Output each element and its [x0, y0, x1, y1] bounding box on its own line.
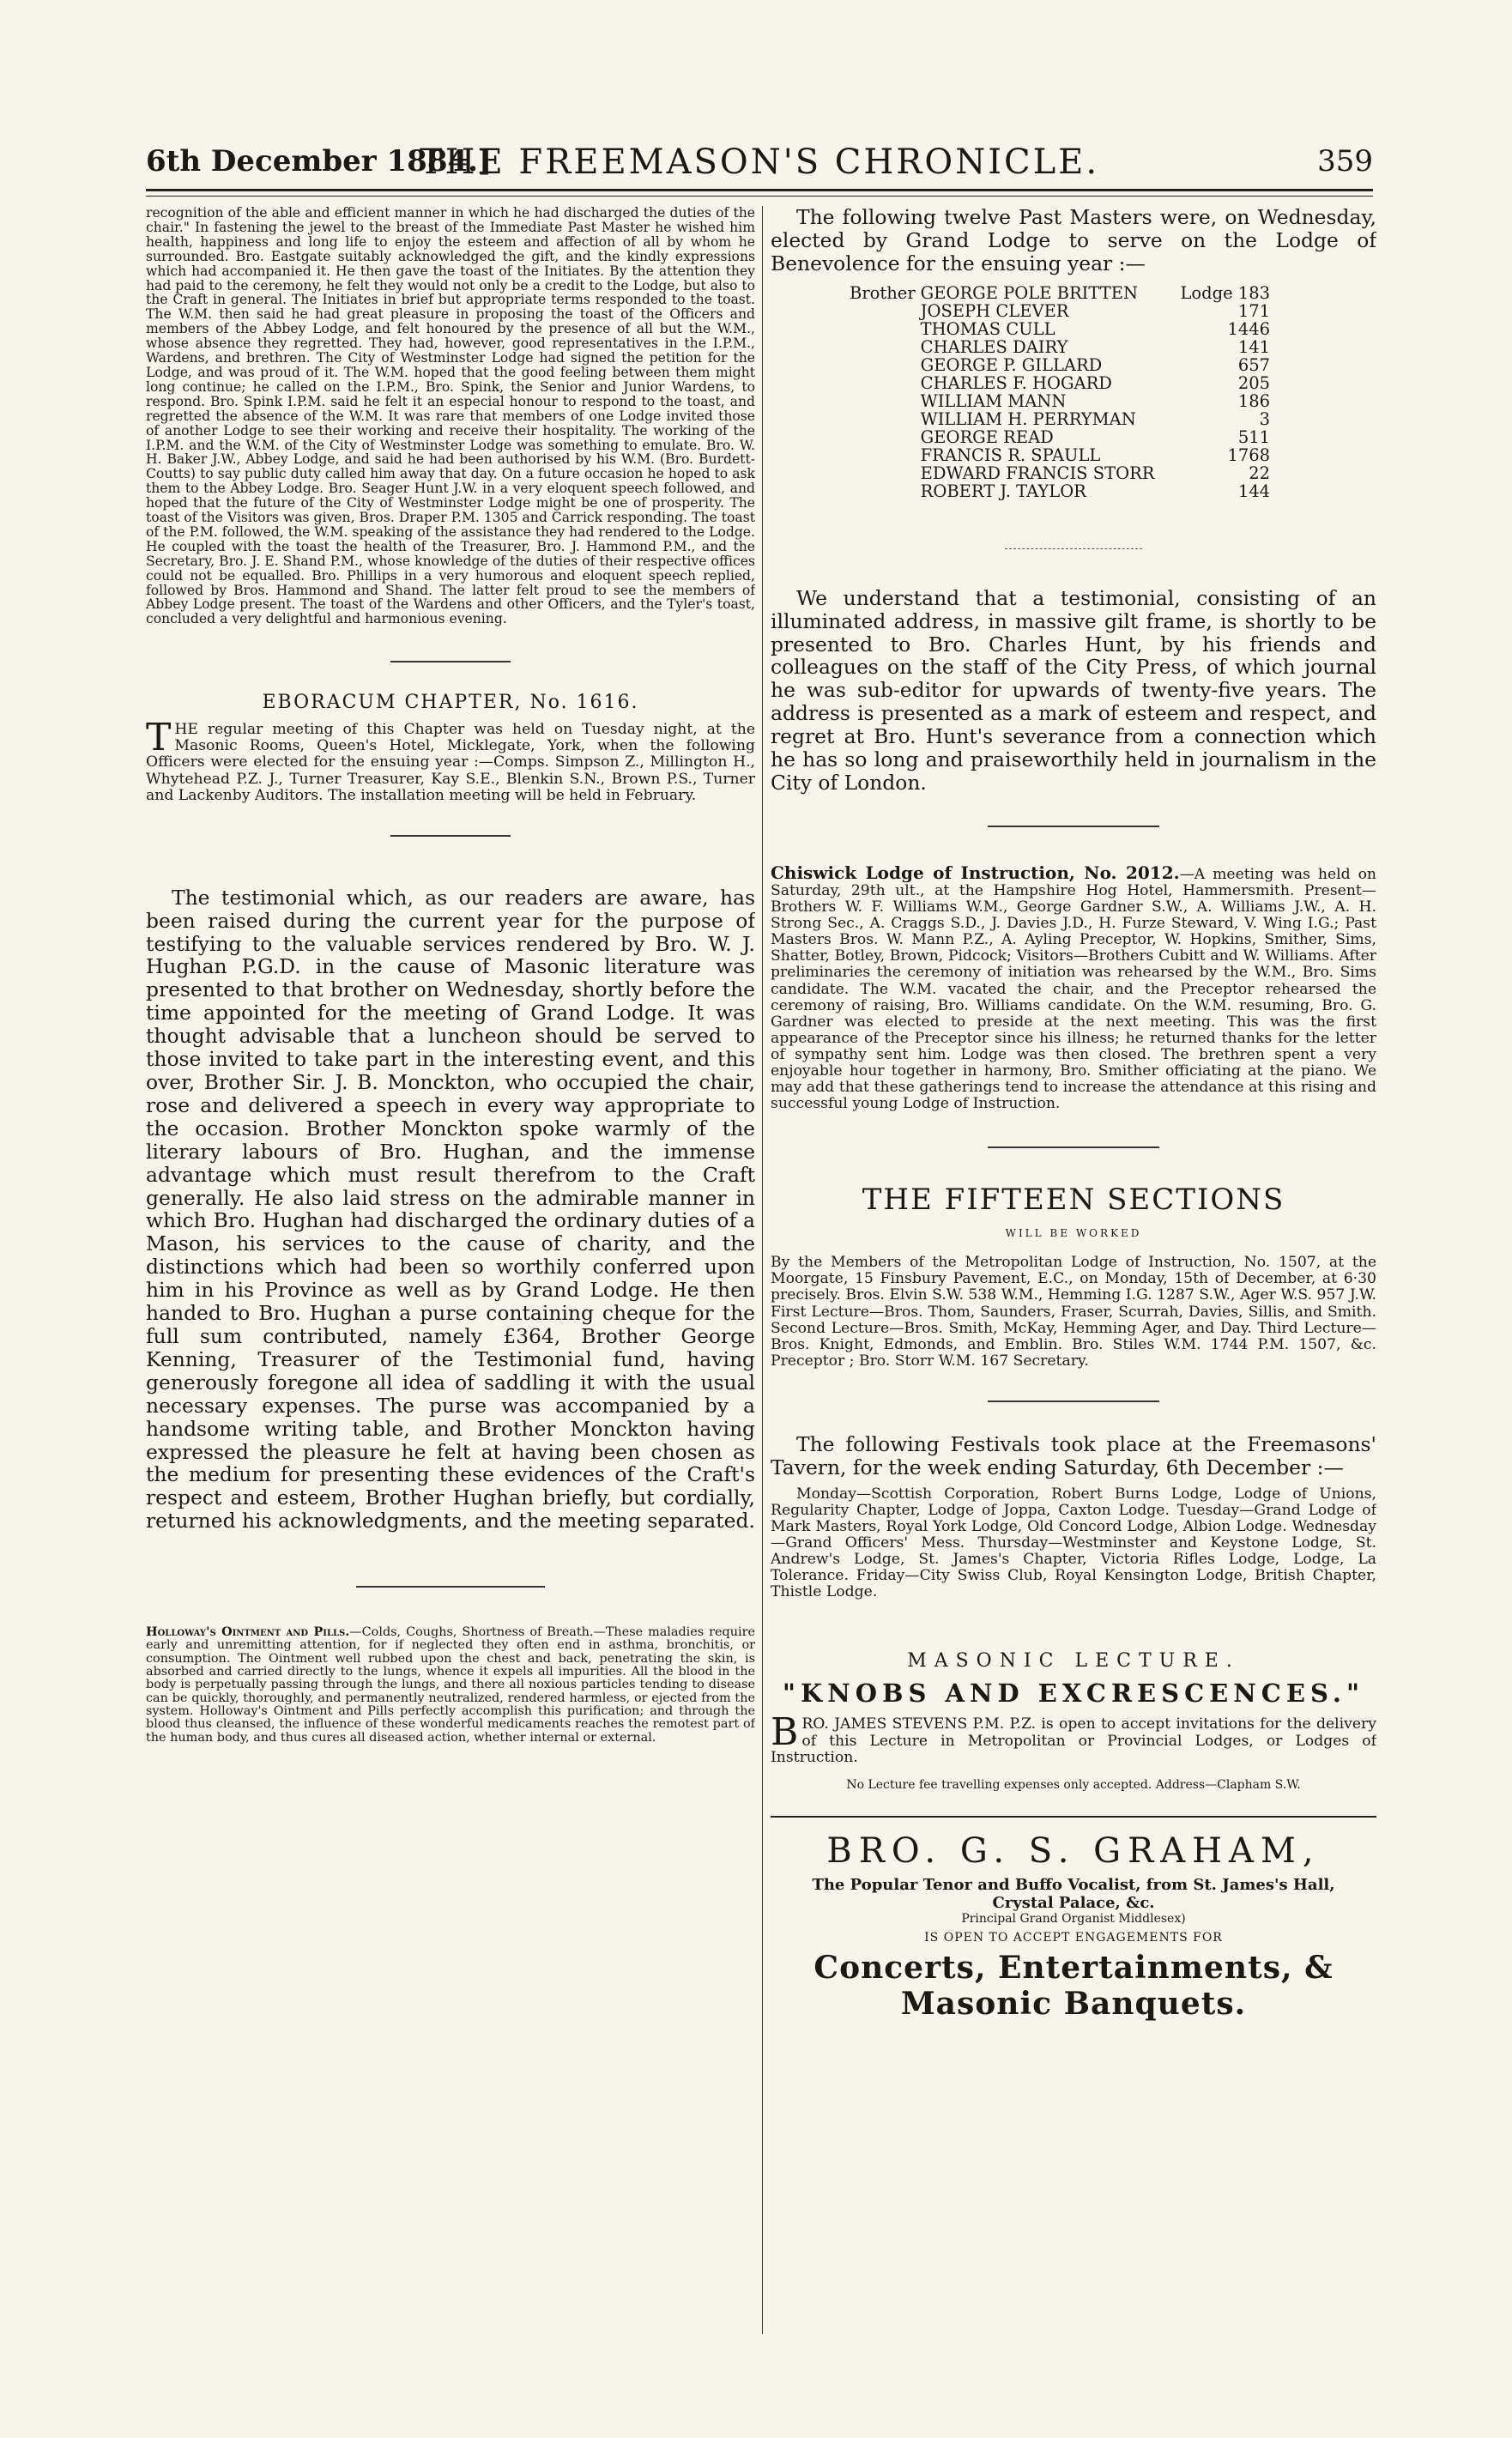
fifteen-sections-heading: THE FIFTEEN SECTIONS	[862, 1183, 1285, 1218]
graham-line-3: Principal Grand Organist Middlesex)	[961, 1911, 1186, 1926]
eboracum-dropcap: T	[146, 716, 172, 760]
testimonial-text: The testimonial which, as our readers are aware, has been raised during the current year for the purpose of testifying to the valuable services rendered by Bro. W. J. Hughan P.G.D. in the cause of Masonic literature was presented to that brother on Wednesday, shortly before the time appointed for the meeting of Grand Lodge. It was thought advisable that a luncheon should be served to those invited to take part in the interesting event, and this over, Brother Sir. J. B. Monckton, who occupied the chair, rose and delivered a speech in every way appropriate to the occasion. Brother Monckton spoke warmly of the literary labours of Bro. Hughan, and the immense advantage which must result therefrom to the Craft generally. He also laid stress on the admirable manner in which Bro. Hughan had discharged the ordinary duties of a Mason, his services to the cause of charity, and the distinctions which had been so worthily conferred upon him in his Province as well as by Grand Lodge. He then handed to Bro. Hughan a purse containing cheque for the full sum contributed, namely £364, Brother George Kenning, Treasurer of the Testimonial fund, having generously foregone all idea of saddling it with the usual necessary expenses. The purse was accompanied by a handsome writing table, and Brother Monckton having expressed the pleasure he felt at having been chosen as the medium for presenting these evidences of the Craft's respect and esteem, Brother Hughan briefly, but cordially, returned his acknowledgments, and the meeting separated.	[146, 885, 755, 1534]
roster-lodge: 3	[1259, 408, 1271, 429]
chiswick-report: Chiswick Lodge of Instruction, No. 2012.—A meeting was held on Saturday, 29th ult., at the Hampshire Hog Hotel, Hammersmith. Present—Brothers W. F. Williams W.M., George Gardner S.W., A. Williams J.W., A. H. Strong Sec., A. Craggs S.D., J. Davies J.D., H. Furze Steward, V. Wing I.G.; Past Masters Bros. W. Mann P.Z., A. Ayling Preceptor, W. Hopkins, Smither, Sims, Shatter, Botley, Brown, Pidcock; Visitors—Brothers Cubitt and W. Williams. After preliminaries the ceremony of initiation was rehearsed by the W.M., Bro. Sims candidate. The W.M. vacated the chair, and the Preceptor rehearsed the ceremony of raising, Bro. Williams candidate. On the W.M. resuming, Bro. G. Gardner was elected to preside at the next meeting. This was the first appearance of the Preceptor since his illness; he returned thanks for the letter of sympathy sent him. Lodge was then closed. The brethren spent a very enjoyable hour together in harmony, Bro. Smither officiating at the piano. We may add that these gatherings tend to increase the attendance at this rising and successful young Lodge of Instruction.	[771, 862, 1376, 1113]
roster-row	[850, 302, 1275, 320]
graham-name: BRO. G. S. GRAHAM,	[826, 1830, 1321, 1871]
festivals-list: Monday—Scottish Corporation, Robert Burns Lodge, Lodge of Unions, Regularity Chapter, Lodge of Joppa, Caxton Lodge. Tuesday—Grand Lodge of Mark Masters, Royal York Lodge, Old Concord Lodge, Albion Lodge. Wednesday—Grand Officers' Mess. Thursday—Westminster and Keystone Lodge, St. Andrew's Lodge, St. James's Chapter, Victoria Rifles Lodge, Lodge, La Tolerance. Friday—City Swiss Club, Royal Kensington Lodge, British Chapter, Thistle Lodge.	[771, 1485, 1376, 1601]
past-masters-intro: The following twelve Past Masters were, on Wednesday, elected by Grand Lodge to serve on the Lodge of Benevolence for the ensuing year :—	[771, 206, 1376, 275]
roster-row	[850, 374, 1275, 392]
separator-rule	[356, 1586, 545, 1588]
roster-lodge: 1446	[1227, 318, 1271, 339]
roster-name: CHARLES DAIRY	[920, 336, 1068, 357]
roster-name: CHARLES F. HOGARD	[920, 372, 1112, 393]
roster-prefix: Brother	[850, 282, 916, 303]
masthead-title: THE FREEMASON'S CHRONICLE.	[419, 142, 1100, 182]
roster-row	[850, 392, 1275, 410]
roster-prefix	[850, 464, 921, 482]
roster-prefix	[850, 392, 921, 410]
roster-prefix	[850, 446, 921, 464]
fifteen-sections-subheading: WILL BE WORKED	[1005, 1227, 1142, 1240]
roster-prefix	[850, 320, 921, 338]
roster-prefix	[850, 428, 921, 446]
lecture-details: BRO. JAMES STEVENS P.M. P.Z. is open to accept invitations for the delivery of this Lecture in Metropolitan or Provincial Lodges, or Lodges of Instruction.	[771, 1710, 1376, 1766]
left-column	[146, 206, 755, 2334]
issue-date: 6th December 1884.]	[146, 144, 493, 178]
separator-rule	[390, 835, 511, 837]
roster-prefix	[850, 410, 921, 428]
page-number: 359	[1317, 144, 1373, 178]
header-rule	[146, 196, 1373, 197]
roster-lodge: 657	[1237, 354, 1271, 375]
roster-lodge: 144	[1237, 481, 1271, 501]
separator-rule	[988, 1400, 1159, 1402]
lecture-dropcap: B	[771, 1710, 799, 1755]
separator-rule	[988, 826, 1159, 827]
separator-rule	[1005, 548, 1142, 549]
roster-name: GEORGE P. GILLARD	[920, 354, 1103, 375]
eboracum-heading: EBORACUM CHAPTER, No. 1616.	[262, 692, 639, 714]
roster-row	[850, 482, 1275, 500]
roster-prefix	[850, 338, 921, 356]
festivals-intro: The following Festivals took place at the Freemasons' Tavern, for the week ending Saturday, 6th December :—	[771, 1431, 1376, 1479]
roster-lodge: 171	[1237, 300, 1271, 321]
roster-lodge: 141	[1237, 336, 1271, 357]
right-column	[771, 206, 1376, 2334]
roster-row	[850, 446, 1275, 464]
roster-lodge: 205	[1237, 372, 1271, 393]
roster-row	[850, 428, 1275, 446]
column-divider	[762, 206, 763, 2334]
roster-row	[850, 284, 1275, 302]
eboracum-text: THE regular meeting of this Chapter was held on Tuesday night, at the Masonic Rooms, Queen's Hotel, Micklegate, York, when the following Officers were elected for the ensuing year :—Comps. Simpson Z., Millington H., Whytehead P.Z. J., Turner Treasurer, Kay S.E., Blenkin S.N., Brown P.S., Turner and Lackenby Auditors. The installation meeting will be held in February.	[146, 716, 755, 804]
roster-row	[850, 320, 1275, 338]
lecture-title: "KNOBS AND EXCRESCENCES."	[782, 1679, 1365, 1709]
graham-line-1: The Popular Tenor and Buffo Vocalist, from St. James's Hall,	[812, 1875, 1335, 1894]
lecture-heading: MASONIC LECTURE.	[907, 1650, 1240, 1673]
roster-name: GEORGE READ	[920, 426, 1054, 447]
roster-lodge: 22	[1249, 463, 1271, 483]
holloway-lead: Holloway's Ointment and Pills.	[146, 1624, 350, 1640]
roster-lodge: Lodge 183	[1180, 282, 1271, 303]
lecture-note: No Lecture fee travelling expenses only accepted. Address—Clapham S.W.	[846, 1777, 1301, 1792]
roster-lodge: 1768	[1227, 445, 1271, 465]
graham-line-5: Concerts, Entertainments, & Masonic Banquets.	[813, 1949, 1334, 2022]
page-header	[146, 137, 1373, 191]
roster-name: WILLIAM H. PERRYMAN	[920, 408, 1136, 429]
past-masters-roster	[850, 284, 1275, 500]
separator-rule	[390, 661, 511, 662]
chiswick-lead: Chiswick Lodge of Instruction, No. 2012.	[771, 862, 1180, 883]
roster-row	[850, 410, 1275, 428]
separator-rule	[988, 1146, 1159, 1148]
roster-row	[850, 356, 1275, 374]
lodge-report-text: recognition of the able and efficient manner in which he had discharged the duties of the chair." In fastening the jewel to the breast of the Immediate Past Master he wished him health, happiness and long life to enjoy the esteem and affection of all by whom he surrounded. Bro. Eastgate suitably acknowledged the gift, and the kindly expressions which had accompanied it. He then gave the toast of the Initiates. By the attention they had paid to the ceremony, he felt they would not only be a credit to the Lodge, but also to the Craft in general. The Initiates in brief but appropriate terms responded to the toast. The W.M. then said he had great pleasure in proposing the toast of the Officers and members of the Abbey Lodge, and felt honoured by the presence of all but the W.M., whose absence they regretted. They had, however, good representatives in the I.P.M., Wardens, and brethren. The City of Westminster Lodge had signed the petition for the Lodge, and was proud of it. The W.M. hoped that the good feeling between them might long continue; he called on the I.P.M., Bro. Spink, the Senior and Junior Wardens, to respond. Bro. Spink I.P.M. said he felt it an especial honour to respond to the toast, and regretted the absence of the W.M. It was rare that members of one Lodge invited those of another Lodge to see their working and receive their hospitality. The working of the I.P.M. and the W.M. of the City of Westminster Lodge was something to emulate. Bro. W. H. Baker J.W., Abbey Lodge, and said he had been authorised by his W.M. (Bro. Burdett-Coutts) to say public duty called him away that day. On a future occasion he hoped to ask them to the Abbey Lodge. Bro. Seager Hunt J.W. in a very eloquent speech followed, and hoped that the future of the City of Westminster Lodge might be one of prosperity. The toast of the Visitors was given, Bros. Draper P.M. 1305 and Carrick responding. The toast of the P.M. followed, the W.M. speaking of the assistance they had rendered to the Lodge. He coupled with the toast the health of the Treasurer, Bro. J. Hammond P.M., and the Secretary, Bro. J. E. Shand P.M., whose knowledge of the duties of their respective offices could not be equalled. Bro. Phillips in a very humorous and eloquent speech replied, followed by Bros. Hammond and Shand. The latter felt proud to see the members of Abbey Lodge present. The toast of the Wardens and other Officers, and the Tyler's toast, concluded a very delightful and harmonious evening.	[146, 206, 755, 627]
roster-row	[850, 464, 1275, 482]
hunt-testimonial-text: We understand that a testimonial, consisting of an illuminated address, in massive gilt frame, is shortly to be presented to Bro. Charles Hunt, by his friends and colleagues on the staff of the City Press, of which journal he was sub-editor for upwards of twenty-five years. The address is presented as a mark of esteem and respect, and regret at Bro. Hunt's severance from a connection which he has so long and praiseworthily held in journalism in the City of London.	[771, 585, 1376, 795]
graham-line-2: Crystal Palace, &c.	[992, 1893, 1155, 1912]
roster-name: WILLIAM MANN	[920, 390, 1067, 411]
roster-name: FRANCIS R. SPAULL	[920, 445, 1101, 465]
roster-prefix	[850, 356, 921, 374]
graham-line-4: IS OPEN TO ACCEPT ENGAGEMENTS FOR	[924, 1930, 1223, 1945]
roster-lodge: 186	[1237, 390, 1271, 411]
separator-rule	[771, 1816, 1376, 1818]
roster-name: EDWARD FRANCIS STORR	[920, 463, 1155, 483]
roster-name: ROBERT J. TAYLOR	[920, 481, 1086, 501]
roster-prefix	[850, 482, 921, 500]
roster-prefix	[850, 374, 921, 392]
roster-name: GEORGE POLE BRITTEN	[920, 282, 1139, 303]
roster-prefix	[850, 302, 921, 320]
roster-row	[850, 338, 1275, 356]
holloway-advert: Holloway's Ointment and Pills.—Colds, Coughs, Shortness of Breath.—These maladies require early and unremitting attention, for if neglected they often end in asthma, bronchitis, or consumption. The Ointment well rubbed upon the chest and back, penetrating the skin, is absorbed and carried directly to the lungs, whence it expels all impurities. All the blood in the body is perpetually passing through the lungs, and there all noxious particles tending to disease can be quickly, thoroughly, and permanently neutralized, rendered harmless, or ejected from the system. Holloway's Ointment and Pills perfectly accomplish this purification; and through the blood thus cleansed, the influence of these wonderful medicaments reaches the remotest part of the human body, and thus cures all diseased action, whether internal or external.	[146, 1624, 755, 1745]
roster-lodge: 511	[1237, 426, 1271, 447]
roster-name: THOMAS CULL	[920, 318, 1055, 339]
roster-name: JOSEPH CLEVER	[920, 300, 1069, 321]
fifteen-sections-text: By the Members of the Metropolitan Lodge of Instruction, No. 1507, at the Moorgate, 15 Finsbury Pavement, E.C., on Monday, 15th of December, at 6·30 precisely. Bros. Elvin S.W. 538 W.M., Hemming I.G. 1287 S.W., Ager W.S. 957 J.W. First Lecture—Bros. Thom, Saunders, Fraser, Scurrah, Davies, Sillis, and Smith. Second Lecture—Bros. Smith, McKay, Hemming Ager, and Day. Third Lecture—Bros. Knight, Edmonds, and Emblin. Bro. Stiles W.M. 1744 P.M. 1507, &c. Preceptor ; Bro. Storr W.M. 167 Secretary.	[771, 1254, 1376, 1370]
